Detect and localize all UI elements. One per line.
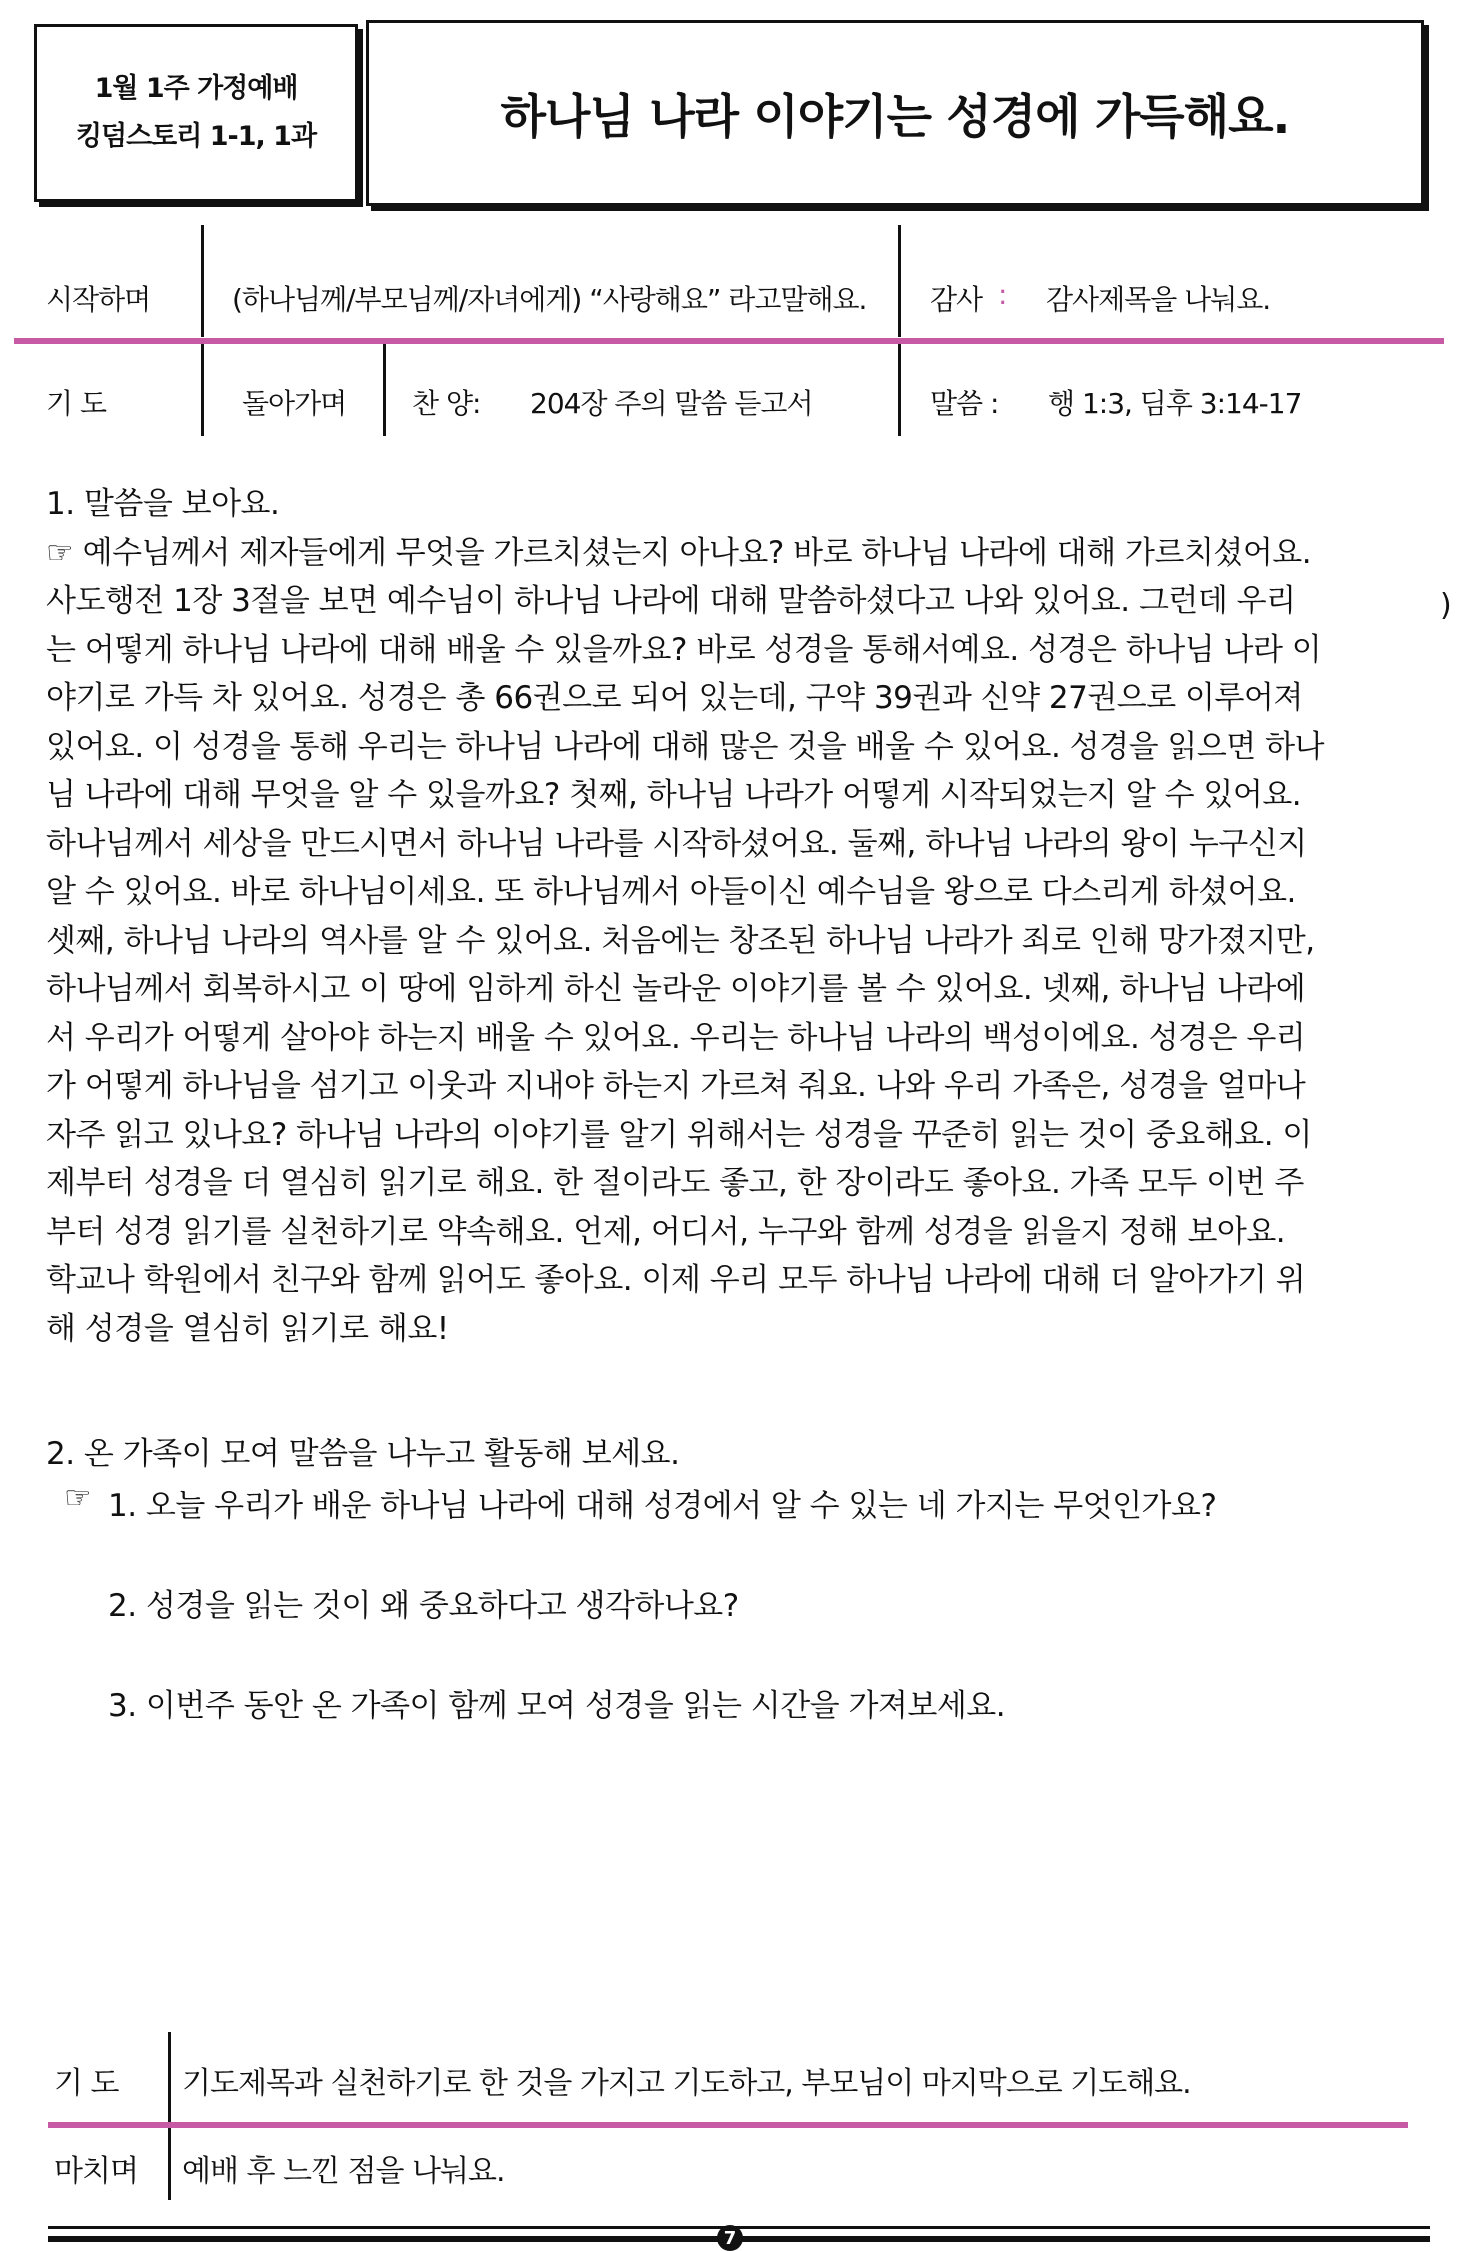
body-line: 있어요. 이 성경을 통해 우리는 하나님 나라에 대해 많은 것을 배울 수 있어요. 성경을 읽으면 하나	[46, 728, 1324, 765]
body-line: 사도행전 1장 3절을 보면 예수님이 하나님 나라에 대해 말씀하셨다고 나와 있어요. 그런데 우리	[46, 583, 1296, 619]
body-line: 는 어떻게 하나님 나라에 대해 배울 수 있을까요? 바로 성경을 통해서예요. 성경은 하나님 나라 이	[46, 631, 1322, 668]
accent-divider	[48, 2122, 1408, 2128]
closing-prayer-label: 기 도	[54, 2066, 119, 2101]
body-line: 야기로 가득 차 있어요. 성경은 총 66권으로 되어 있는데, 구약 39권과 신약 27권으로 이루어져	[46, 680, 1303, 716]
title-box	[366, 20, 1424, 206]
closing-end-text: 예배 후 느낀 점을 나눠요.	[182, 2154, 505, 2189]
table-divider	[168, 2128, 171, 2200]
prayer-label: 기 도	[46, 387, 106, 420]
prayer-text: 돌아가며	[242, 387, 347, 420]
margin-mark: )	[1440, 588, 1452, 623]
table-divider	[383, 344, 386, 436]
thanks-text: 감사제목을 나눠요.	[1046, 283, 1271, 316]
question-3: 3. 이번주 동안 온 가족이 함께 모여 성경을 읽는 시간을 가져보세요.	[108, 1688, 1006, 1724]
thanks-colon: :	[998, 278, 1007, 311]
section2-heading: 2. 온 가족이 모여 말씀을 나누고 활동해 보세요.	[46, 1436, 680, 1472]
body-line: 가 어떻게 하나님을 섬기고 이웃과 지내야 하는지 가르쳐 줘요. 나와 우리 가족은, 성경을 얼마나	[46, 1068, 1306, 1104]
body-line: ☞ 예수님께서 제자들에게 무엇을 가르치셨는지 아나요? 바로 하나님 나라에 대해 가르치셨어요.	[46, 534, 1312, 571]
word-text: 행 1:3, 딤후 3:14-17	[1048, 387, 1302, 420]
body-line: 제부터 성경을 더 열심히 읽기로 해요. 한 절이라도 좋고, 한 장이라도 좋아요. 가족 모두 이번 주	[46, 1165, 1304, 1201]
question-2: 2. 성경을 읽는 것이 왜 중요하다고 생각하나요?	[108, 1588, 739, 1624]
page-number: 7	[717, 2225, 743, 2251]
table-divider	[898, 225, 901, 337]
hymn-label: 찬 양:	[412, 387, 481, 420]
table-divider	[898, 344, 901, 436]
table-divider	[201, 225, 204, 337]
thanks-label: 감사	[930, 283, 983, 316]
section1-heading: 1. 말씀을 보아요.	[46, 486, 280, 522]
word-label: 말씀 :	[930, 387, 999, 420]
closing-end-label: 마치며	[54, 2154, 138, 2189]
accent-divider	[14, 338, 1444, 344]
start-label: 시작하며	[46, 283, 151, 316]
start-text: (하나님께/부모님께/자녀에게) “사랑해요” 라고말해요.	[232, 283, 867, 316]
body-line: 부터 성경 읽기를 실천하기로 약속해요. 언제, 어디서, 누구와 함께 성경을 읽을지 정해 보아요.	[46, 1213, 1286, 1250]
week-badge-line1: 1월 1주 가정예배	[94, 73, 298, 104]
table-divider	[168, 2032, 171, 2122]
sermon-section	[46, 480, 1426, 1353]
body-line: 셋째, 하나님 나라의 역사를 알 수 있어요. 처음에는 창조된 하나님 나라가 죄로 인해 망가졌지만,	[46, 922, 1315, 959]
body-line: 님 나라에 대해 무엇을 알 수 있을까요? 첫째, 하나님 나라가 어떻게 시작되었는지 알 수 있어요.	[46, 777, 1302, 813]
page-title: 하나님 나라 이야기는 성경에 가득해요.	[500, 89, 1290, 145]
body-line: 해 성경을 열심히 읽기로 해요!	[46, 1310, 449, 1347]
pointer-icon: ☞	[64, 1480, 92, 1516]
week-badge-line2: 킹덤스토리 1-1, 1과	[75, 121, 317, 152]
table-divider	[201, 344, 204, 436]
hymn-text: 204장 주의 말씀 듣고서	[530, 387, 813, 420]
body-line: 하나님께서 회복하시고 이 땅에 임하게 하신 놀라운 이야기를 볼 수 있어요. 넷째, 하나님 나라에	[46, 971, 1306, 1007]
week-badge	[34, 24, 358, 202]
body-line: 알 수 있어요. 바로 하나님이세요. 또 하나님께서 아들이신 예수님을 왕으로 다스리게 하셨어요.	[46, 874, 1296, 910]
body-line: 자주 읽고 있나요? 하나님 나라의 이야기를 알기 위해서는 성경을 꾸준히 읽는 것이 중요해요. 이	[46, 1116, 1312, 1153]
body-line: 서 우리가 어떻게 살아야 하는지 배울 수 있어요. 우리는 하나님 나라의 백성이에요. 성경은 우리	[46, 1019, 1306, 1056]
question-1: 1. 오늘 우리가 배운 하나님 나라에 대해 성경에서 알 수 있는 네 가지는 무엇인가요?	[108, 1488, 1217, 1524]
body-line: 하나님께서 세상을 만드시면서 하나님 나라를 시작하셨어요. 둘째, 하나님 나라의 왕이 누구신지	[46, 825, 1307, 862]
body-line: 학교나 학원에서 친구와 함께 읽어도 좋아요. 이제 우리 모두 하나님 나라에 대해 더 알아가기 위	[46, 1262, 1306, 1298]
closing-prayer-text: 기도제목과 실천하기로 한 것을 가지고 기도하고, 부모님이 마지막으로 기도해요.	[182, 2066, 1191, 2101]
